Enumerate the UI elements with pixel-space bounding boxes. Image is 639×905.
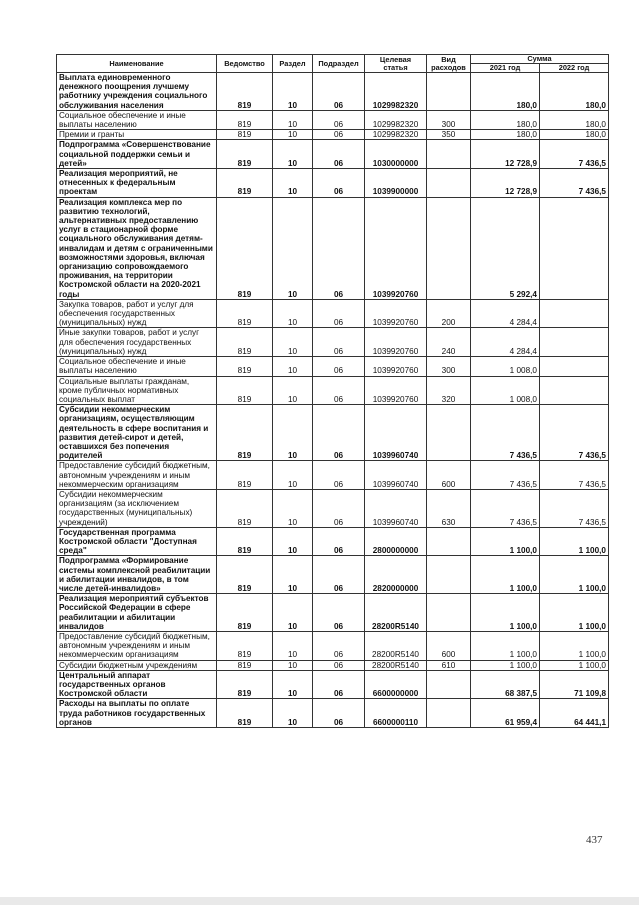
- row-target: 1039960740: [365, 405, 427, 461]
- row-sum-2022: 7 436,5: [540, 140, 609, 169]
- row-sum-2021: 1 100,0: [471, 660, 540, 670]
- row-subsection: 06: [313, 73, 365, 111]
- row-sum-2021: 61 959,4: [471, 699, 540, 728]
- row-target: 1039920760: [365, 357, 427, 376]
- row-dept: 819: [217, 527, 273, 556]
- row-section: 10: [273, 110, 313, 129]
- table-row: [57, 110, 609, 129]
- row-sum-2022: 1 100,0: [540, 556, 609, 594]
- row-name: Социальные выплаты гражданам, кроме публичных нормативных социальных выплат: [57, 376, 217, 405]
- row-target: 1029982320: [365, 130, 427, 140]
- table-row: [57, 489, 609, 527]
- row-sum-2021: 7 436,5: [471, 489, 540, 527]
- row-name: Подпрограмма «Совершенствование социальной поддержки семьи и детей»: [57, 140, 217, 169]
- row-section: 10: [273, 527, 313, 556]
- row-name: Закупка товаров, работ и услуг для обеспечения государственных (муниципальных) нужд: [57, 299, 217, 328]
- row-exptype: 610: [427, 660, 471, 670]
- row-target: 28200R5140: [365, 631, 427, 660]
- row-subsection: 06: [313, 197, 365, 299]
- row-target: 1029982320: [365, 73, 427, 111]
- row-target: 2820000000: [365, 556, 427, 594]
- row-dept: 819: [217, 660, 273, 670]
- row-target: 28200R5140: [365, 660, 427, 670]
- row-exptype: 300: [427, 357, 471, 376]
- row-target: 2800000000: [365, 527, 427, 556]
- header-dept: Ведомство: [217, 55, 273, 73]
- table-row: [57, 405, 609, 461]
- header-name: Наименование: [57, 55, 217, 73]
- row-sum-2022: 7 436,5: [540, 461, 609, 490]
- row-subsection: 06: [313, 461, 365, 490]
- table-row: [57, 197, 609, 299]
- page-number: 437: [586, 834, 603, 846]
- row-dept: 819: [217, 405, 273, 461]
- row-section: 10: [273, 299, 313, 328]
- table-row: [57, 299, 609, 328]
- row-exptype: [427, 699, 471, 728]
- row-dept: 819: [217, 357, 273, 376]
- table-header: [57, 55, 609, 73]
- row-dept: 819: [217, 489, 273, 527]
- row-subsection: 06: [313, 527, 365, 556]
- row-sum-2021: 1 008,0: [471, 357, 540, 376]
- row-subsection: 06: [313, 556, 365, 594]
- row-name: Подпрограмма «Формирование системы комплексной реабилитации и абилитации инвалидов, в том числе детей-инвалидов»: [57, 556, 217, 594]
- row-dept: 819: [217, 197, 273, 299]
- row-dept: 819: [217, 73, 273, 111]
- row-sum-2022: 1 100,0: [540, 527, 609, 556]
- row-name: Реализация комплекса мер по развитию технологий, альтернативных предоставлению услуг в стационарной форме социального обслуживания детям-инвалидам и детям с ограниченными возможностями здоровья, включая организацию сопровождаемого проживания, на территории Костромской области на 2020-2021 годы: [57, 197, 217, 299]
- row-exptype: [427, 73, 471, 111]
- row-subsection: 06: [313, 594, 365, 632]
- row-exptype: [427, 556, 471, 594]
- row-exptype: 600: [427, 461, 471, 490]
- row-subsection: 06: [313, 699, 365, 728]
- row-sum-2022: 7 436,5: [540, 489, 609, 527]
- row-target: 28200R5140: [365, 594, 427, 632]
- row-subsection: 06: [313, 110, 365, 129]
- row-target: 1039960740: [365, 461, 427, 490]
- row-sum-2021: 12 728,9: [471, 169, 540, 198]
- row-section: 10: [273, 376, 313, 405]
- row-exptype: [427, 169, 471, 198]
- row-target: 1030000000: [365, 140, 427, 169]
- row-exptype: 300: [427, 110, 471, 129]
- table-row: [57, 357, 609, 376]
- header-target: Целевая статья: [365, 55, 427, 73]
- row-dept: 819: [217, 631, 273, 660]
- row-section: 10: [273, 699, 313, 728]
- row-subsection: 06: [313, 169, 365, 198]
- row-sum-2021: 1 100,0: [471, 556, 540, 594]
- row-sum-2022: 180,0: [540, 110, 609, 129]
- header-year-2022: 2022 год: [540, 64, 609, 73]
- table-row: [57, 527, 609, 556]
- table-row: [57, 631, 609, 660]
- row-subsection: 06: [313, 328, 365, 357]
- row-section: 10: [273, 631, 313, 660]
- row-exptype: 200: [427, 299, 471, 328]
- row-dept: 819: [217, 461, 273, 490]
- row-sum-2022: 7 436,5: [540, 405, 609, 461]
- row-subsection: 06: [313, 376, 365, 405]
- row-sum-2022: [540, 357, 609, 376]
- row-target: 1029982320: [365, 110, 427, 129]
- row-section: 10: [273, 461, 313, 490]
- row-sum-2021: 7 436,5: [471, 461, 540, 490]
- row-sum-2022: 180,0: [540, 73, 609, 111]
- row-dept: 819: [217, 299, 273, 328]
- row-section: 10: [273, 660, 313, 670]
- row-dept: 819: [217, 556, 273, 594]
- row-dept: 819: [217, 328, 273, 357]
- row-exptype: 240: [427, 328, 471, 357]
- row-target: 6600000110: [365, 699, 427, 728]
- budget-table: [56, 54, 609, 728]
- table-row: [57, 328, 609, 357]
- row-sum-2022: [540, 299, 609, 328]
- row-subsection: 06: [313, 357, 365, 376]
- row-target: 6600000000: [365, 670, 427, 699]
- row-sum-2021: 180,0: [471, 73, 540, 111]
- row-target: 1039900000: [365, 169, 427, 198]
- row-sum-2021: 1 100,0: [471, 527, 540, 556]
- row-subsection: 06: [313, 140, 365, 169]
- row-dept: 819: [217, 699, 273, 728]
- row-dept: 819: [217, 670, 273, 699]
- header-year-2021: 2021 год: [471, 64, 540, 73]
- row-sum-2021: 7 436,5: [471, 405, 540, 461]
- row-sum-2022: 71 109,8: [540, 670, 609, 699]
- row-subsection: 06: [313, 489, 365, 527]
- table-row: [57, 461, 609, 490]
- row-exptype: [427, 197, 471, 299]
- header-section: Раздел: [273, 55, 313, 73]
- row-sum-2022: 180,0: [540, 130, 609, 140]
- row-section: 10: [273, 556, 313, 594]
- row-sum-2021: 68 387,5: [471, 670, 540, 699]
- row-name: Расходы на выплаты по оплате труда работников государственных органов: [57, 699, 217, 728]
- header-subsection: Подраздел: [313, 55, 365, 73]
- row-dept: 819: [217, 376, 273, 405]
- row-sum-2022: [540, 328, 609, 357]
- row-section: 10: [273, 489, 313, 527]
- row-section: 10: [273, 169, 313, 198]
- row-sum-2022: [540, 376, 609, 405]
- row-dept: 819: [217, 169, 273, 198]
- row-sum-2022: 1 100,0: [540, 660, 609, 670]
- row-name: Выплата единовременного денежного поощрения лучшему работнику учреждения социального обслуживания населения: [57, 73, 217, 111]
- table-row: [57, 699, 609, 728]
- row-sum-2021: 180,0: [471, 130, 540, 140]
- header-sum: Сумма: [471, 55, 609, 64]
- row-subsection: 06: [313, 130, 365, 140]
- row-subsection: 06: [313, 670, 365, 699]
- row-section: 10: [273, 73, 313, 111]
- row-exptype: [427, 405, 471, 461]
- row-name: Центральный аппарат государственных органов Костромской области: [57, 670, 217, 699]
- table-row: [57, 376, 609, 405]
- row-name: Предоставление субсидий бюджетным, автономным учреждениям и иным некоммерческим организациям: [57, 631, 217, 660]
- row-subsection: 06: [313, 631, 365, 660]
- row-dept: 819: [217, 110, 273, 129]
- row-dept: 819: [217, 140, 273, 169]
- row-section: 10: [273, 197, 313, 299]
- row-exptype: 320: [427, 376, 471, 405]
- row-exptype: 630: [427, 489, 471, 527]
- row-sum-2022: 64 441,1: [540, 699, 609, 728]
- row-exptype: [427, 670, 471, 699]
- row-sum-2021: 180,0: [471, 110, 540, 129]
- row-sum-2022: 7 436,5: [540, 169, 609, 198]
- row-name: Реализация мероприятий, не отнесенных к федеральным проектам: [57, 169, 217, 198]
- table-row: [57, 556, 609, 594]
- row-section: 10: [273, 405, 313, 461]
- row-sum-2021: 4 284,4: [471, 299, 540, 328]
- table-row: [57, 660, 609, 670]
- row-section: 10: [273, 594, 313, 632]
- row-target: 1039920760: [365, 197, 427, 299]
- table-row: [57, 73, 609, 111]
- table-row: [57, 169, 609, 198]
- row-target: 1039920760: [365, 299, 427, 328]
- row-sum-2021: 1 008,0: [471, 376, 540, 405]
- row-name: Субсидии бюджетным учреждениям: [57, 660, 217, 670]
- row-dept: 819: [217, 594, 273, 632]
- row-section: 10: [273, 140, 313, 169]
- row-subsection: 06: [313, 405, 365, 461]
- row-sum-2021: 5 292,4: [471, 197, 540, 299]
- row-section: 10: [273, 130, 313, 140]
- row-target: 1039920760: [365, 328, 427, 357]
- scan-edge: [0, 897, 639, 905]
- row-sum-2021: 12 728,9: [471, 140, 540, 169]
- row-subsection: 06: [313, 299, 365, 328]
- header-exptype: Вид расходов: [427, 55, 471, 73]
- row-name: Иные закупки товаров, работ и услуг для обеспечения государственных (муниципальных) нужд: [57, 328, 217, 357]
- row-name: Реализация мероприятий субъектов Российской Федерации в сфере реабилитации и абилитации инвалидов: [57, 594, 217, 632]
- row-exptype: 600: [427, 631, 471, 660]
- row-sum-2022: 1 100,0: [540, 594, 609, 632]
- row-name: Субсидии некоммерческим организациям, осуществляющим деятельность в сфере воспитания и развития детей-сирот и детей, оставшихся без попечения родителей: [57, 405, 217, 461]
- table-row: [57, 140, 609, 169]
- row-exptype: 350: [427, 130, 471, 140]
- row-name: Социальное обеспечение и иные выплаты населению: [57, 110, 217, 129]
- row-section: 10: [273, 670, 313, 699]
- row-target: 1039920760: [365, 376, 427, 405]
- row-name: Социальное обеспечение и иные выплаты населению: [57, 357, 217, 376]
- row-sum-2022: 1 100,0: [540, 631, 609, 660]
- table-body: [57, 73, 609, 728]
- row-sum-2021: 1 100,0: [471, 631, 540, 660]
- row-exptype: [427, 140, 471, 169]
- row-exptype: [427, 527, 471, 556]
- row-exptype: [427, 594, 471, 632]
- row-target: 1039960740: [365, 489, 427, 527]
- row-name: Предоставление субсидий бюджетным, автономным учреждениям и иным некоммерческим организациям: [57, 461, 217, 490]
- table-row: [57, 670, 609, 699]
- row-dept: 819: [217, 130, 273, 140]
- table-row: [57, 594, 609, 632]
- row-sum-2022: [540, 197, 609, 299]
- row-name: Премии и гранты: [57, 130, 217, 140]
- row-section: 10: [273, 357, 313, 376]
- row-sum-2021: 1 100,0: [471, 594, 540, 632]
- row-section: 10: [273, 328, 313, 357]
- row-subsection: 06: [313, 660, 365, 670]
- row-sum-2021: 4 284,4: [471, 328, 540, 357]
- table-row: [57, 130, 609, 140]
- row-name: Государственная программа Костромской области "Доступная среда": [57, 527, 217, 556]
- row-name: Субсидии некоммерческим организациям (за исключением государственных (муниципальных) учреждений): [57, 489, 217, 527]
